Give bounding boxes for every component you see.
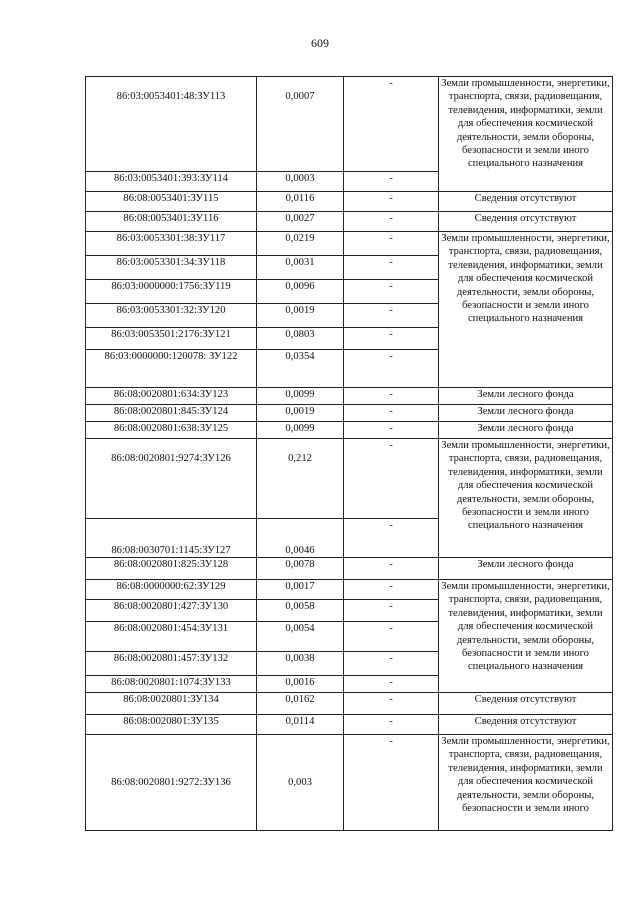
cadastral-number: 86:03:0053301:32:ЗУ120 bbox=[86, 304, 257, 328]
cadastral-number: 86:03:0000000:1756:ЗУ119 bbox=[86, 280, 257, 304]
land-category: Земли лесного фонда bbox=[439, 558, 613, 580]
cadastral-number: 86:08:0030701:1145:ЗУ127 bbox=[86, 519, 257, 558]
land-category: Земли промышленности, энергетики, транспорта, связи, радиовещания, телевидения, информатики, земли для обеспечения космической деятельности, земли обороны, безопасности и земли иного специального назначения bbox=[439, 232, 613, 388]
area-value: 0,0038 bbox=[257, 652, 344, 676]
cadastral-number: 86:08:0020801:638:ЗУ125 bbox=[86, 422, 257, 439]
cadastral-number: 86:08:0020801:9274:ЗУ126 bbox=[86, 439, 257, 519]
cadastral-number: 86:08:0020801:427:ЗУ130 bbox=[86, 600, 257, 622]
dash-cell: - bbox=[344, 280, 439, 304]
table-row bbox=[86, 439, 613, 519]
dash-cell: - bbox=[344, 422, 439, 439]
dash-cell: - bbox=[344, 622, 439, 652]
land-category: Земли промышленности, энергетики, транспорта, связи, радиовещания, телевидения, информатики, земли для обеспечения космической деятельности, земли обороны, безопасности и земли иного специального назначения bbox=[439, 439, 613, 558]
area-value: 0,0019 bbox=[257, 304, 344, 328]
cadastral-number: 86:08:0020801:9272:ЗУ136 bbox=[86, 735, 257, 831]
table-row bbox=[86, 715, 613, 735]
area-value: 0,0354 bbox=[257, 350, 344, 388]
table-row bbox=[86, 405, 613, 422]
land-category: Земли лесного фонда bbox=[439, 388, 613, 405]
area-value: 0,0016 bbox=[257, 676, 344, 693]
land-category: Земли промышленности, энергетики, транспорта, связи, радиовещания, телевидения, информатики, земли для обеспечения космической деятельности, земли обороны, безопасности и земли иного специального назначения bbox=[439, 77, 613, 192]
dash-cell: - bbox=[344, 77, 439, 172]
table-row bbox=[86, 693, 613, 715]
table-row bbox=[86, 232, 613, 256]
dash-cell: - bbox=[344, 715, 439, 735]
area-value: 0,0017 bbox=[257, 580, 344, 600]
cadastral-number: 86:08:0020801:825:ЗУ128 bbox=[86, 558, 257, 580]
table-row bbox=[86, 558, 613, 580]
area-value: 0,212 bbox=[257, 439, 344, 519]
cadastral-number: 86:03:0053301:34:ЗУ118 bbox=[86, 256, 257, 280]
cadastral-number: 86:08:0053401:ЗУ116 bbox=[86, 212, 257, 232]
dash-cell: - bbox=[344, 328, 439, 350]
table-row bbox=[86, 192, 613, 212]
area-value: 0,0099 bbox=[257, 388, 344, 405]
land-category: Земли лесного фонда bbox=[439, 405, 613, 422]
dash-cell: - bbox=[344, 388, 439, 405]
dash-cell: - bbox=[344, 405, 439, 422]
table-row bbox=[86, 422, 613, 439]
dash-cell: - bbox=[344, 693, 439, 715]
area-value: 0,0116 bbox=[257, 192, 344, 212]
dash-cell: - bbox=[344, 652, 439, 676]
dash-cell: - bbox=[344, 304, 439, 328]
land-category: Сведения отсутствуют bbox=[439, 693, 613, 715]
dash-cell: - bbox=[344, 172, 439, 192]
area-value: 0,0003 bbox=[257, 172, 344, 192]
cadastral-number: 86:08:0020801:845:ЗУ124 bbox=[86, 405, 257, 422]
dash-cell: - bbox=[344, 519, 439, 558]
dash-cell: - bbox=[344, 735, 439, 831]
area-value: 0,003 bbox=[257, 735, 344, 831]
dash-cell: - bbox=[344, 558, 439, 580]
cadastral-number: 86:08:0020801:457:ЗУ132 bbox=[86, 652, 257, 676]
cadastral-number: 86:03:0053301:38:ЗУ117 bbox=[86, 232, 257, 256]
table-row bbox=[86, 735, 613, 831]
cadastral-number: 86:08:0020801:1074:ЗУ133 bbox=[86, 676, 257, 693]
table-row bbox=[86, 212, 613, 232]
area-value: 0,0099 bbox=[257, 422, 344, 439]
area-value: 0,0031 bbox=[257, 256, 344, 280]
land-category: Земли промышленности, энергетики, транспорта, связи, радиовещания, телевидения, информатики, земли для обеспечения космической деятельности, земли обороны, безопасности и земли иного bbox=[439, 735, 613, 831]
land-category: Сведения отсутствуют bbox=[439, 212, 613, 232]
land-category: Земли лесного фонда bbox=[439, 422, 613, 439]
dash-cell: - bbox=[344, 192, 439, 212]
cadastral-number: 86:08:0020801:ЗУ135 bbox=[86, 715, 257, 735]
page-number: 609 bbox=[311, 36, 329, 50]
cadastral-number: 86:08:0020801:634:ЗУ123 bbox=[86, 388, 257, 405]
area-value: 0,0096 bbox=[257, 280, 344, 304]
area-value: 0,0007 bbox=[257, 77, 344, 172]
land-category: Сведения отсутствуют bbox=[439, 192, 613, 212]
cadastral-number: 86:08:0053401:ЗУ115 bbox=[86, 192, 257, 212]
dash-cell: - bbox=[344, 212, 439, 232]
area-value: 0,0219 bbox=[257, 232, 344, 256]
cadastral-number: 86:08:0020801:ЗУ134 bbox=[86, 693, 257, 715]
land-category: Сведения отсутствуют bbox=[439, 715, 613, 735]
area-value: 0,0019 bbox=[257, 405, 344, 422]
dash-cell: - bbox=[344, 232, 439, 256]
area-value: 0,0803 bbox=[257, 328, 344, 350]
table-row bbox=[86, 77, 613, 172]
dash-cell: - bbox=[344, 580, 439, 600]
dash-cell: - bbox=[344, 600, 439, 622]
area-value: 0,0114 bbox=[257, 715, 344, 735]
dash-cell: - bbox=[344, 350, 439, 388]
area-value: 0,0058 bbox=[257, 600, 344, 622]
dash-cell: - bbox=[344, 676, 439, 693]
dash-cell: - bbox=[344, 256, 439, 280]
area-value: 0,0078 bbox=[257, 558, 344, 580]
area-value: 0,0027 bbox=[257, 212, 344, 232]
area-value: 0,0046 bbox=[257, 519, 344, 558]
dash-cell: - bbox=[344, 439, 439, 519]
area-value: 0,0054 bbox=[257, 622, 344, 652]
cadastral-number: 86:08:0000000:62:ЗУ129 bbox=[86, 580, 257, 600]
cadastral-number: 86:03:0053401:48:ЗУ113 bbox=[86, 77, 257, 172]
cadastral-number: 86:08:0020801:454:ЗУ131 bbox=[86, 622, 257, 652]
land-plots-table bbox=[85, 76, 613, 831]
cadastral-number: 86:03:0000000:120078: ЗУ122 bbox=[86, 350, 257, 388]
table-row bbox=[86, 388, 613, 405]
area-value: 0,0162 bbox=[257, 693, 344, 715]
cadastral-number: 86:03:0053501:2176:ЗУ121 bbox=[86, 328, 257, 350]
land-category: Земли промышленности, энергетики, транспорта, связи, радиовещания, телевидения, информатики, земли для обеспечения космической деятельности, земли обороны, безопасности и земли иного специального назначения bbox=[439, 580, 613, 693]
table-row bbox=[86, 580, 613, 600]
cadastral-number: 86:03:0053401:393:ЗУ114 bbox=[86, 172, 257, 192]
